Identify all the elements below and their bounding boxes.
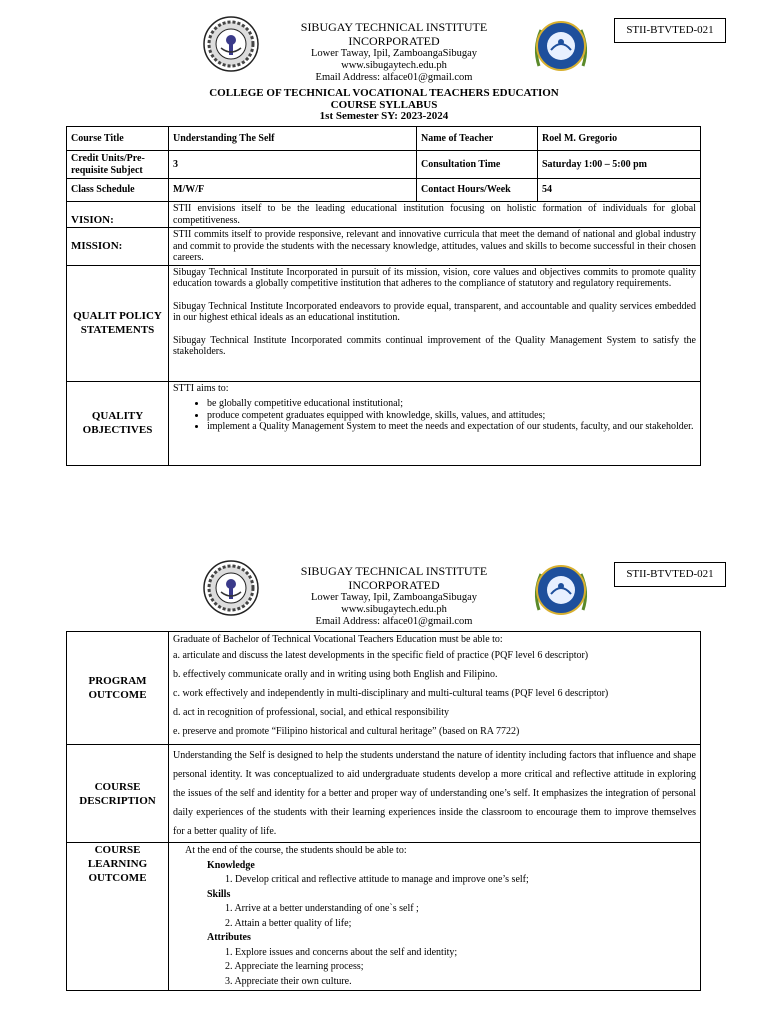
college-title: COLLEGE OF TECHNICAL VOCATIONAL TEACHERS EDUCATION [209, 87, 559, 99]
institution-website: www.sibugaytech.edu.ph [341, 604, 447, 615]
quality-objectives-list [173, 398, 696, 433]
list-item: d. act in recognition of professional, social, and ethical responsibility [173, 707, 450, 718]
consultation-label: Consultation Time [417, 151, 538, 179]
document-code: STII-BTVTED-021 [614, 562, 726, 587]
school-seal-logo [203, 560, 259, 616]
program-outcome-text [169, 632, 701, 745]
course-title-label: Course Title [67, 127, 169, 151]
credit-value: 3 [169, 151, 417, 179]
schedule-label: Class Schedule [67, 179, 169, 202]
teacher-label: Name of Teacher [417, 127, 538, 151]
page1-header [0, 16, 768, 96]
institution-block [258, 20, 530, 84]
clo-knowledge-heading: Knowledge [207, 859, 255, 871]
mission-text: STII commits itself to provide responsive, relevant and innovative curricula that meet the demand of national and global industry and commit to provide the students with the necessary knowledge, attitudes, values and skills to become successful in their chosen careers. [169, 228, 701, 266]
list-item: • produce competent graduates equipped with knowledge, skills, values, and attitudes; [207, 410, 696, 422]
list-item: 1. Explore issues and concerns about the self and identity; [225, 946, 458, 958]
schedule-value: M/W/F [169, 179, 417, 202]
program-outcome-intro: Graduate of Bachelor of Technical Vocational Teachers Education must be able to: [173, 634, 503, 645]
mission-label: MISSION: [67, 228, 169, 266]
program-outcome-label: PROGRAM OUTCOME [67, 632, 169, 745]
contact-hours-value: 54 [538, 179, 701, 202]
quality-policy-paragraph: Sibugay Technical Institute Incorporated endeavors to provide equal, transparent, and accountable and quality services embedded in our highest ethical ideals as an educational institution. [173, 300, 696, 323]
course-description-paragraph: Understanding the Self is designed to help the students understand the nature of identity including factors that influence and shape personal identity. It was conceptualized to aid undergraduate students develop a more critical and reflective attitude in exploring the issues of the self and identity for a better and proper way of understanding one’s self. It emphasizes the integration of personal daily experiences of the students with their learning experiences inside the classroom to encourage them to improve themselves for a better quality of life. [173, 750, 696, 837]
quality-policy-paragraph: Sibugay Technical Institute Incorporated in pursuit of its mission, vision, core values and objectives commits to promote quality education towards a globally competitive institution that adheres to the compliance of statutory and regulatory requirements. [173, 266, 696, 289]
institution-website: www.sibugaytech.edu.ph [341, 60, 447, 71]
list-item: • be globally competitive educational institutional; [207, 398, 696, 410]
quality-objectives-intro: STTI aims to: [173, 382, 229, 394]
school-seal-logo [203, 16, 259, 72]
clo-skills-heading: Skills [207, 888, 231, 900]
quality-policy-paragraph: Sibugay Technical Institute Incorporated commits continual improvement of the Quality Management System to satisfy the stakeholders. [173, 334, 696, 357]
list-item: 1. Arrive at a better understanding of one`s self ; [225, 903, 419, 914]
course-description-text [169, 745, 701, 843]
vision-text: STII envisions itself to be the leading educational institution focusing on holistic formation of individuals for global competitiveness. [169, 202, 701, 228]
quality-objectives-label: QUALITY OBJECTIVES [67, 381, 169, 465]
course-learning-outcome-label: COURSE LEARNING OUTCOME [67, 843, 169, 991]
institution-name: SIBUGAY TECHNICAL INSTITUTE INCORPORATED [300, 564, 488, 592]
quality-objectives-text [169, 381, 701, 465]
syllabus-title: COURSE SYLLABUS [330, 98, 438, 111]
institution-email: Email Address: alface01@gmail.com [315, 72, 473, 83]
list-item: • implement a Quality Management System to meet the needs and expectation of our students, faculty, and our stakeholder. [207, 421, 696, 433]
list-item: e. preserve and promote “Filipino historical and cultural heritage” (based on RA 7722) [173, 726, 520, 737]
course-title-value: Understanding The Self [169, 127, 417, 151]
teacher-value: Roel M. Gregorio [538, 127, 701, 151]
list-item: b. effectively communicate orally and in writing using both English and Filipino. [173, 669, 498, 680]
clo-intro: At the end of the course, the students should be able to: [185, 845, 407, 856]
consultation-value: Saturday 1:00 – 5:00 pm [538, 151, 701, 179]
institution-name: SIBUGAY TECHNICAL INSTITUTE INCORPORATED [300, 20, 488, 48]
institution-address: Lower Taway, Ipil, ZamboangaSibugay [310, 592, 478, 603]
institution-address: Lower Taway, Ipil, ZamboangaSibugay [310, 48, 478, 59]
institution-block [258, 564, 530, 628]
department-emblem-logo [529, 560, 593, 624]
document-code: STII-BTVTED-021 [614, 18, 726, 43]
quality-policy-text [169, 265, 701, 381]
institution-email: Email Address: alface01@gmail.com [315, 616, 473, 627]
list-item: 2. Appreciate the learning process; [225, 961, 364, 972]
vision-label: VISION: [67, 202, 169, 228]
course-learning-outcome-text [169, 843, 701, 991]
quality-policy-label: QUALIT POLICY STATEMENTS [67, 265, 169, 381]
contact-hours-label: Contact Hours/Week [417, 179, 538, 202]
clo-attributes-heading: Attributes [207, 932, 251, 943]
list-item: a. articulate and discuss the latest developments in the specific field of practice (PQF level 6 descriptor) [173, 650, 589, 661]
course-description-label: COURSE DESCRIPTION [67, 745, 169, 843]
semester-title: 1st Semester SY: 2023-2024 [319, 110, 449, 122]
syllabus-table-page1 [66, 126, 701, 466]
syllabus-table-page2 [66, 631, 701, 991]
list-item: c. work effectively and independently in multi-disciplinary and multi-cultural teams (PQF level 6 descriptor) [173, 688, 609, 699]
page2-header [0, 560, 768, 640]
syllabus-titles [0, 88, 768, 123]
list-item: 2. Attain a better quality of life; [225, 917, 352, 929]
list-item: 3. Appreciate their own culture. [225, 975, 352, 987]
list-item: 1. Develop critical and reflective attitude to manage and improve one’s self; [225, 874, 529, 885]
department-emblem-logo [529, 16, 593, 80]
credit-label: Credit Units/Pre-requisite Subject [67, 151, 169, 179]
